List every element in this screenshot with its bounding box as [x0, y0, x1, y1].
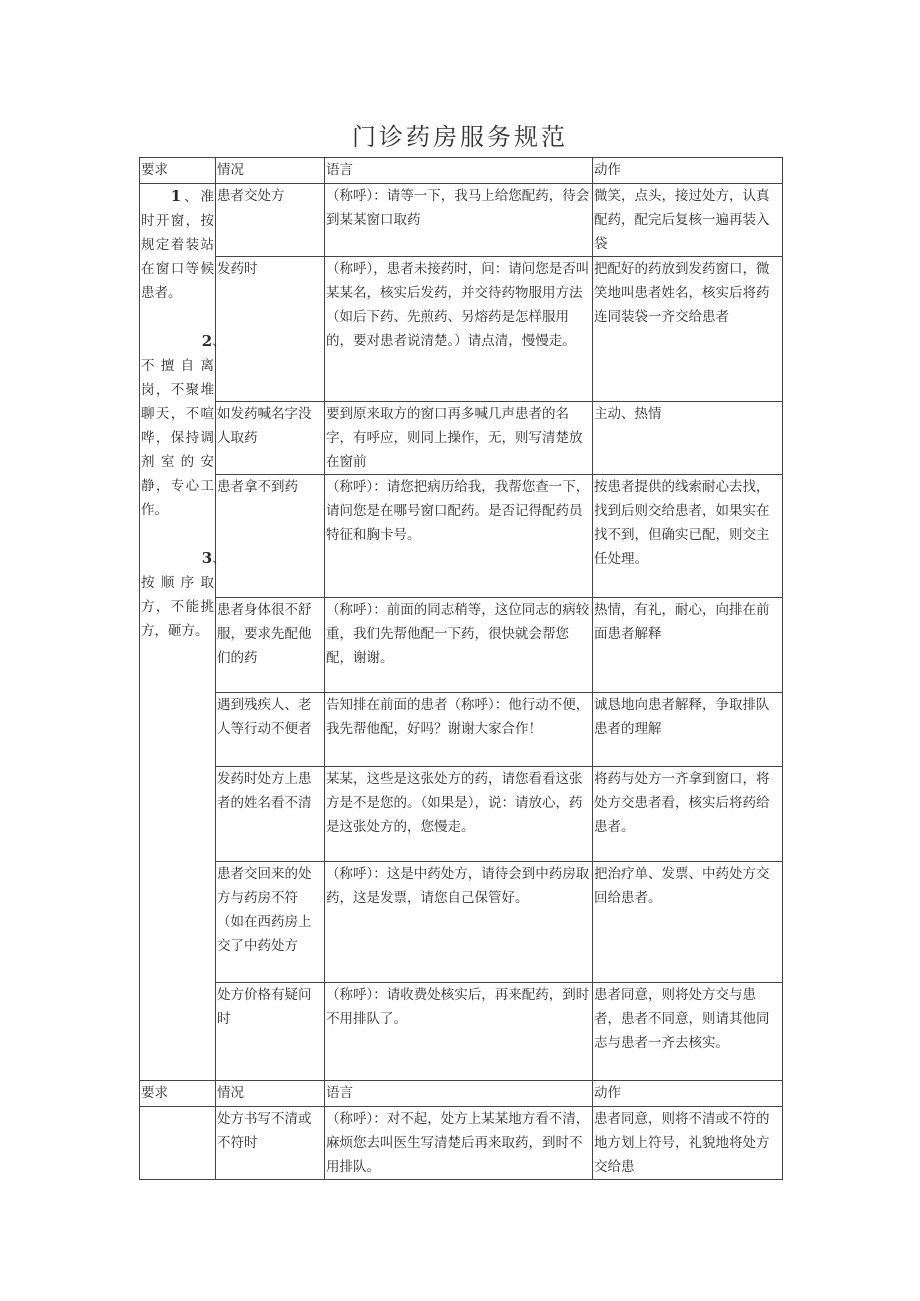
table-row — [140, 598, 783, 693]
requirement-item: 1、准时开窗，按规定着装站在窗口等候患者。 — [141, 187, 214, 301]
table-row — [140, 402, 783, 475]
language-cell: （称呼）：对不起，处方上某某地方看不清，麻烦您去叫医生写清楚后再来取药，到时不用排队。 — [325, 1107, 593, 1180]
action-cell: 患者同意，则将处方交与患者，患者不同意，则请其他同志与患者一齐去核实。 — [593, 983, 783, 1081]
situation-cell: 患者交处方 — [216, 184, 325, 257]
table-row — [140, 475, 783, 598]
language-cell: （称呼）：请收费处核实后，再来配药，到时不用排队了。 — [325, 983, 593, 1081]
language-cell: 告知排在前面的患者（称呼）：他行动不便，我先帮他配，好吗？谢谢大家合作！ — [325, 693, 593, 767]
situation-cell: 处方书写不清或不符时 — [216, 1107, 325, 1180]
header-action: 动作 — [593, 1081, 783, 1107]
header-requirement: 要求 — [140, 158, 216, 184]
action-cell: 把配好的药放到发药窗口，微笑地叫患者姓名，核实后将药连同装袋一齐交给患者 — [593, 257, 783, 402]
header-situation: 情况 — [216, 158, 325, 184]
action-cell: 热情，有礼，耐心，向排在前面患者解释 — [593, 598, 783, 693]
requirement-empty-cell — [140, 1107, 216, 1180]
situation-cell: 如发药喊名字没人取药 — [216, 402, 325, 475]
action-cell: 主动、热情 — [593, 402, 783, 475]
situation-cell: 患者拿不到药 — [216, 475, 325, 598]
table-row — [140, 862, 783, 983]
requirement-item: 2、不擅自离岗，不聚堆聊天，不喧哗，保持调剂室的安静，专心工作。 — [141, 332, 226, 518]
table-row — [140, 257, 783, 402]
action-cell: 将药与处方一齐拿到窗口，将处方交患者看，核实后将药给患者。 — [593, 767, 783, 862]
table-row — [140, 693, 783, 767]
situation-cell: 发药时处方上患者的姓名看不清 — [216, 767, 325, 862]
requirement-item: 3、按顺序取方，不能挑方，砸方。 — [141, 549, 226, 639]
header-situation: 情况 — [216, 1081, 325, 1107]
page-title: 门诊药房服务规范 — [352, 123, 568, 151]
situation-cell: 患者交回来的处方与药房不符（如在西药房上交了中药处方 — [216, 862, 325, 983]
action-cell: 患者同意，则将不清或不符的地方划上符号，礼貌地将处方交给患 — [593, 1107, 783, 1180]
requirements-cell — [140, 184, 226, 1081]
header-action: 动作 — [593, 158, 783, 184]
action-cell: 按患者提供的线索耐心去找，找到后则交给患者，如果实在找不到，但确实已配，则交主任处理。 — [593, 475, 783, 598]
language-cell: （称呼），患者未接药时，问：请问您是否叫某某名，核实后发药，并交待药物服用方法（如后下药、先煎药、另熔药是怎样服用的，要对患者说清楚。）请点清，慢慢走。 — [325, 257, 593, 402]
table-row — [140, 184, 783, 257]
header-requirement: 要求 — [140, 1081, 216, 1107]
action-cell: 把治疗单、发票、中药处方交回给患者。 — [593, 862, 783, 983]
service-spec-table — [139, 157, 783, 1180]
language-cell: （称呼）：这是中药处方，请待会到中药房取药，这是发票，请您自己保管好。 — [325, 862, 593, 983]
table-header-row — [140, 1081, 783, 1107]
language-cell: （称呼）：请等一下，我马上给您配药，待会到某某窗口取药 — [325, 184, 593, 257]
table-row — [140, 1107, 783, 1180]
header-language: 语言 — [325, 1081, 593, 1107]
situation-cell: 处方价格有疑问时 — [216, 983, 325, 1081]
action-cell: 诚恳地向患者解释，争取排队患者的理解 — [593, 693, 783, 767]
table-row — [140, 983, 783, 1081]
table-header-row — [140, 158, 783, 184]
language-cell: 要到原来取方的窗口再多喊几声患者的名字，有呼应，则同上操作，无，则写清楚放在窗前 — [325, 402, 593, 475]
header-language: 语言 — [325, 158, 593, 184]
situation-cell: 患者身体很不舒服，要求先配他们的药 — [216, 598, 325, 693]
table-row — [140, 767, 783, 862]
situation-cell: 遇到残疾人、老人等行动不便者 — [216, 693, 325, 767]
language-cell: （称呼）：请您把病历给我，我帮您查一下，请问您是在哪号窗口配药。是否记得配药员特征和胸卡号。 — [325, 475, 593, 598]
language-cell: （称呼）：前面的同志稍等，这位同志的病较重，我们先帮他配一下药，很快就会帮您配，谢谢。 — [325, 598, 593, 693]
action-cell: 微笑，点头，接过处方，认真配药，配完后复核一遍再装入袋 — [593, 184, 783, 257]
language-cell: 某某，这些是这张处方的药，请您看看这张方是不是您的。（如果是），说：请放心，药是这张处方的，您慢走。 — [325, 767, 593, 862]
situation-cell: 发药时 — [216, 257, 325, 402]
